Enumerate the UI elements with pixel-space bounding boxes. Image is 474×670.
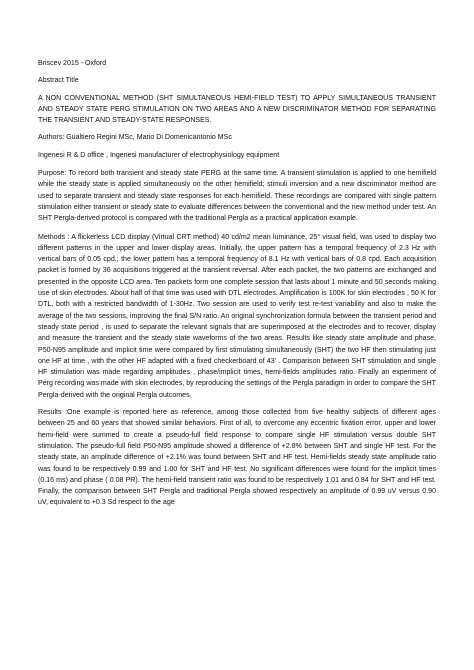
purpose-paragraph: Purpose: To record both transient and steady state PERG at the same time. A transient stimulation is applied to one hemifield while the steady state is applied simultaneously on the other hemifield; stimuli inversion and a new discriminator method are used to separate transient and steady state responses for each hemifield. These recordings are compared with single pattern stimulation either transient or steady state to evaluate differences between the conventional and the new method under test. An SHT Pergla-derived protocol is compared with the traditional Pergla as a practical application example. — [38, 170, 436, 223]
abstract-label: Abstract Title — [38, 77, 79, 85]
conference-header: Briscev 2015 - Oxford — [38, 60, 107, 67]
results-paragraph: Results :One example is reported here as reference, among those collected from five healthy subjects of different ages between 25 and 60 years that showed similar behaviors. First of all, to overcome any eccentric fixation error, upper and lower hemi-field were summed to create a pseudo-full field response to compare single HF stimulation versus double SHT stimulation. The pseudo-full field P50-N95 amplitude showed a difference of +2.8% between SHT and single HF test. For the steady state, an amplitude difference of +2.1% was found between SHT and HF test. Hemi-fields steady state amplitude ratio was found to be respectively 0.99 and 1.00 for SHT and HF test. No significant differences were found for the implicit times (0.16 ms) and phase ( 0.08 PR). The hemi-field transient ratio was found to be respectively 1.01 and 0.84 for SHT and HF test. Finally, the comparison between SHT Pergla and traditional Pergla showed respectively an amplitude of 0.99 uV versus 0.90 uV, equivalent to +0.3 Sd respect to the age — [38, 409, 436, 507]
methods-paragraph: Methods : A flickerless LCD display (Virtual CRT method) 40 cd/m2 mean luminance, 25° visual field, was used to display two different patterns in the upper and lower display areas. Initially, the upper pattern has a temporal frequency of 2.3 Hz with vertical bars of 0.05 cpd.; the lower pattern has a temporal frequency of 8.1 Hz with vertical bars of 0.8 cpd. Each acquisition packet is formed by 36 acquisitions triggered at the transient reversal. After each packet, the two patterns are exchanged and presented in the opposite LCD area. Ten packets form one complete session that lasts about 1 minute and 50 seconds making use of skin electrodes. About half of that time was used with DTL electrodes. Amplification is 100K for skin electrodes , 50 K for DTL, both with a restricted bandwidth of 1-30Hz. Two session are used to verify test re-test variability and also to make the average of the two sessions, improving the final S/N ratio. An original synchronization formula between the transient period and steady state period , is used to separate the relevant signals that are superimposed at the electrodes and to recover, display and measure the transient and the steady state waveforms of the two areas. Results like steady state amplitude and phase, P50-N95 amplitude and implicit time were compared by first stimulating simultaneously (SHT) the two HF then stimulating just one HF at time , with the other HF adapted with a fixed checkerboard of 43’ . Comparison between SHT stimulation and single HF stimulation was made regarding amplitudes , phase/implicit times, hemi-fields amplitudes ratio. Finally an experiment of Perg recording was made with skin electrodes, by reproducing the settings of the Pergla paradigm in order to compare the SHT Pergla-derived with the original Pergla outcomes. — [38, 233, 436, 399]
affiliation-line: Ingenesi R & D office , Ingenesi manufacturer of electrophysiology equipment — [38, 151, 280, 159]
paper-title: A NON CONVENTIONAL METHOD (SHT SIMULTANEOUS HEMI-FIELD TEST) TO APPLY SIMULTANEOUS TRANSIENT AND STEADY STATE PERG STIMULATION ON TWO AREAS AND A NEW DISCRIMINATOR METHOD FOR SEPARATING THE TRANSIENT AND STEADY-STATE RESPONSES. — [38, 94, 436, 125]
authors-line: Authors: Gualtiero Regini MSc, Mario Di Domenicantonio MSc — [38, 134, 232, 142]
